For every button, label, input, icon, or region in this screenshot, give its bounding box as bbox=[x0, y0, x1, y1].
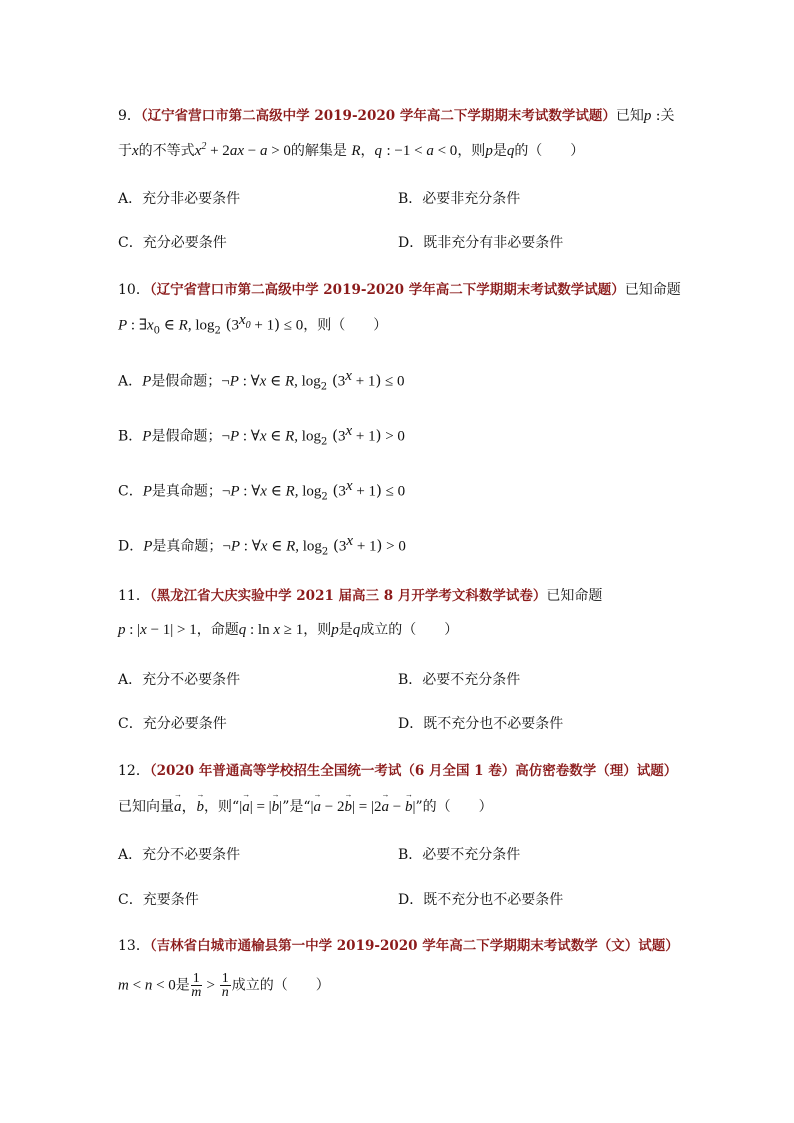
question-number: 13． bbox=[118, 938, 150, 954]
stem-text: 是 bbox=[338, 622, 353, 638]
option-a[interactable]: A．充分不必要条件 bbox=[118, 847, 241, 863]
question-13-line2: m < n < 0是 $\frac{1}{m}$ > $\frac{1}{n}$ 成立的（ ） bbox=[118, 971, 330, 1000]
stem-text: ，则（ ） bbox=[303, 317, 388, 334]
stem-text: 成立的（ ） bbox=[231, 977, 330, 994]
option-label: B． bbox=[118, 428, 143, 445]
question-12-line2: 已知向量→ a，→ b，则“|→ a| = |→ b|”是“|→ a − 2→ b| = |2→ a − → b|”的（ ） bbox=[118, 795, 493, 816]
stem-text: 是 bbox=[175, 977, 190, 994]
stem-text: 的解集是 bbox=[290, 143, 347, 159]
option-d[interactable]: D．P是真命题；¬P : ∀x ∈ R, $\log_2 (3^x + 1) > 0$ bbox=[118, 533, 406, 558]
question-number: 12． bbox=[118, 763, 150, 779]
question-9-line2: 于x的不等式$x^2 + 2ax - a > 0$的解集是 R，q : −1 < a < 0，则p是q的（ ） bbox=[118, 141, 585, 159]
math-inequality: $x^2 + 2ax - a > 0$ bbox=[194, 141, 291, 159]
question-source: （辽宁省营口市第二高级中学 2019-2020 学年高二下学期期末考试数学试题） bbox=[149, 282, 625, 298]
option-c[interactable]: C．充分必要条件 bbox=[118, 235, 227, 251]
option-b[interactable]: B．P是假命题；¬P : ∀x ∈ R, $\log_2 (3^x + 1) > 0$ bbox=[118, 423, 405, 448]
math-p: p bbox=[643, 108, 652, 124]
question-9-line1: 9．（辽宁省营口市第二高级中学 2019-2020 学年高二下学期期末考试数学试题）已知p :关 bbox=[118, 108, 675, 124]
question-10-line2: P : $\exists x_0$ ∈ R, $\log_2 (3^{x_0} + 1) \le 0$，则（ ） bbox=[118, 312, 388, 337]
question-source: （吉林省白城市通榆县第一中学 2019-2020 学年高二下学期期末考试数学（文）试题） bbox=[149, 938, 679, 954]
option-d[interactable]: D．既非充分有非必要条件 bbox=[398, 235, 564, 251]
option-text: 是假命题； bbox=[151, 428, 222, 445]
stem-text: 的（ ） bbox=[514, 143, 585, 159]
option-text: 是真命题； bbox=[152, 538, 223, 555]
option-c[interactable]: C．P是真命题；¬P : ∀x ∈ R, $\log_2 (3^x + 1) \le 0$ bbox=[118, 478, 406, 503]
question-10-line1 bbox=[118, 278, 681, 299]
stem-text: 已知向量 bbox=[118, 799, 174, 815]
question-number: 10． bbox=[118, 282, 150, 298]
stem-text: ”是“ bbox=[282, 799, 311, 815]
question-11-line2: p : |x − 1| > 1，命题q : ln x ≥ 1，则p是q成立的（ ） bbox=[118, 622, 459, 638]
stem-text: 已知命题 bbox=[546, 588, 603, 604]
fraction-1-over-m: $\frac{1}{m}$ bbox=[191, 971, 202, 1000]
option-a[interactable]: A．充分不必要条件 bbox=[118, 672, 241, 688]
fraction-1-over-n: $\frac{1}{n}$ bbox=[221, 971, 229, 1000]
option-a[interactable]: A．P是假命题；¬P : ∀x ∈ R, $\log_2 (3^x + 1) \le 0$ bbox=[118, 368, 405, 393]
stem-text: ，则“ bbox=[204, 799, 240, 815]
option-text: 是假命题； bbox=[151, 373, 222, 390]
stem-text: 的不等式 bbox=[138, 143, 195, 159]
option-label: C． bbox=[118, 483, 143, 500]
stem-text: ，则 bbox=[303, 622, 332, 638]
question-13-line1 bbox=[118, 934, 679, 955]
stem-text: 已知 bbox=[615, 108, 644, 124]
option-b[interactable]: B．必要不充分条件 bbox=[398, 847, 521, 863]
question-source: （2020 年普通高等学校招生全国统一考试（6 月全国 1 卷）高仿密卷数学（理）试题） bbox=[149, 763, 678, 779]
stem-text: 于 bbox=[118, 143, 132, 159]
option-d[interactable]: D．既不充分也不必要条件 bbox=[398, 892, 564, 908]
stem-text: 已知命题 bbox=[624, 282, 681, 298]
question-source: （辽宁省营口市第二高级中学 2019-2020 学年高二下学期期末考试数学试题） bbox=[140, 108, 616, 124]
question-11-line1 bbox=[118, 584, 602, 605]
stem-text: ”的（ ） bbox=[415, 799, 493, 815]
question-number: 9． bbox=[118, 108, 141, 124]
question-source: （黑龙江省大庆实验中学 2021 届高三 8 月开学考文科数学试卷） bbox=[149, 588, 547, 604]
stem-text: 是 bbox=[492, 143, 507, 159]
option-label: D． bbox=[118, 538, 144, 555]
option-b[interactable]: B．必要不充分条件 bbox=[398, 672, 521, 688]
option-label: A． bbox=[118, 373, 143, 390]
option-d[interactable]: D．既不充分也不必要条件 bbox=[398, 716, 564, 732]
stem-text: ，命题 bbox=[196, 622, 239, 638]
stem-text: ，则 bbox=[457, 143, 486, 159]
question-number: 11． bbox=[118, 588, 150, 604]
option-b[interactable]: B．必要非充分条件 bbox=[398, 191, 521, 207]
stem-text: 关 bbox=[660, 108, 675, 124]
option-text: 是真命题； bbox=[151, 483, 222, 500]
stem-text: 成立的（ ） bbox=[360, 622, 459, 638]
option-a[interactable]: A．充分非必要条件 bbox=[118, 191, 241, 207]
question-12-line1 bbox=[118, 759, 677, 780]
option-c[interactable]: C．充要条件 bbox=[118, 892, 199, 908]
option-c[interactable]: C．充分必要条件 bbox=[118, 716, 227, 732]
